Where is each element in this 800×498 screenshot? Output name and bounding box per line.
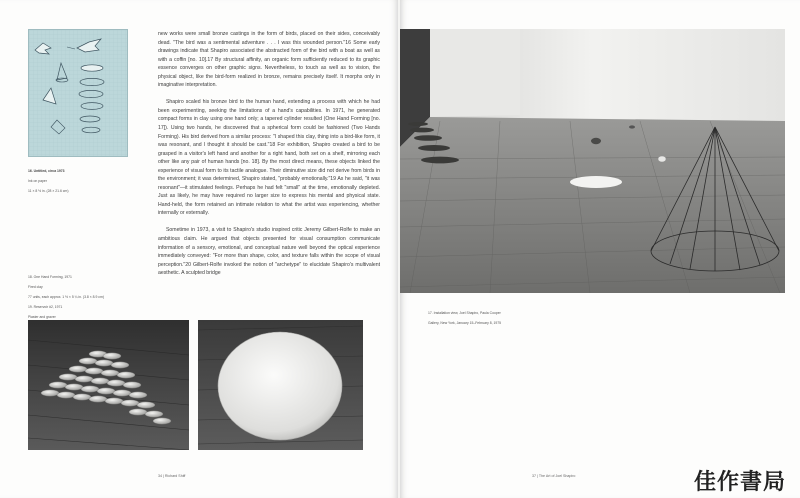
paragraph-1: new works were small bronze castings in the form of birds, placed on their sides, conceivably dead. "The bird was a sentimental adventure . . . I was this wounded person."16 Some early drawings indicate that Shapiro associated the abstracted form of the bird with a boat as well as with a coffin [no. 10].17 By structural affinity, an organic form sufficiently reduced to its graphic essence converges on other graphic signs. Nevertheless, to touch as well as to vision, the physical object, like the bird-form realized in bronze, remains precisely itself. It morphs only in imaginative interpretation. xyxy=(158,31,380,89)
watermark-logo: 佳作書局 xyxy=(693,470,786,495)
figure-17-title: 17. Installation view, Joel Shapiro, Paula Cooper xyxy=(428,311,501,315)
figure-16-title: 16. Untitled, circa 1973 xyxy=(28,169,65,173)
figure-18-medium: Fired clay xyxy=(28,285,43,289)
figure-16-dimensions: 11 × 8 ½ in. (28 × 21.6 cm) xyxy=(28,189,69,193)
figure-19-medium: Plaster and graver xyxy=(28,315,56,319)
figure-16-drawing xyxy=(28,29,128,157)
paragraph-3: Sometime in 1973, a visit to Shapiro's studio inspired critic Jeremy Gilbert-Rolfe to make an ambitious claim. He argued that objects presented for visual consumption communicate information of a sensory, emotional, and conceptual nature well beyond the optical experience immediately conveyed: "For more than shape, color, and texture falls within the scope of visual perception."20 Gilbert-Rolfe invoked the notion of "archetype" to elucidate Shapiro's multivalent aesthetic. A sculpted bridge xyxy=(158,227,380,277)
folio-left: 34 | Richard Shiff xyxy=(158,474,186,478)
folio-right: 37 | The Art of Joel Shapiro xyxy=(532,474,576,478)
figure-18-dimensions: 77 units, each approx. 1 ½ × 5 ¼ in. (3.8 × 8.9 cm) xyxy=(28,295,104,299)
figure-16-medium: Ink on paper xyxy=(28,179,47,183)
figure-19-title: 19. Reservoir #2, 1971 xyxy=(28,305,63,309)
right-page xyxy=(400,0,800,498)
figure-18-photo xyxy=(28,320,189,450)
figure-17-details: Gallery, New York, January 15–February 8, 1975 xyxy=(428,321,502,325)
figure-19-photo xyxy=(198,320,363,450)
left-page xyxy=(0,0,398,498)
figure-17-installation-photo xyxy=(400,29,785,293)
figure-18-title: 18. One Hand Forming, 1971 xyxy=(28,275,72,279)
body-text xyxy=(158,30,380,286)
figure-17-caption xyxy=(428,306,578,326)
paragraph-2: Shapiro scaled his bronze bird to the human hand, extending a process with which he had been experimenting, seeking the limitations of a hand's capabilities. In 1971, he generated compact forms in clay using one hand only; a tapered cylinder resulted (One Hand Forming [no. 17]). Using two hands, he discovered that a spherical form could be fashioned (Two Hands Forming). His bird derived from a similar process: "I shaped this clay, thing into a bird-like form, it was resonant, and I thought it should be cast."18 For exhibition, Shapiro created a bird to be grasped in a visitor's left hand and another for a right hand, both set on a shelf, mirroring each other like any pair of human hands [no. 18]. By the most direct means, these objects linked the experience of visual form to its tactile analogue. Their diminutive size did not derive from birds in the environment; it was determined, Shapiro stated, "probably emotionally."19 As he said, "it was resonant"—it stimulated feelings. Perhaps he had felt "small" at the time, emotionally depleted. Just as likely, he may have required no larger size to express his mental and physical state. Hand-held, the form retained an intimate relation to what the artist was experiencing, whether internally or externally. xyxy=(158,99,380,217)
figure-16-caption xyxy=(28,164,148,194)
